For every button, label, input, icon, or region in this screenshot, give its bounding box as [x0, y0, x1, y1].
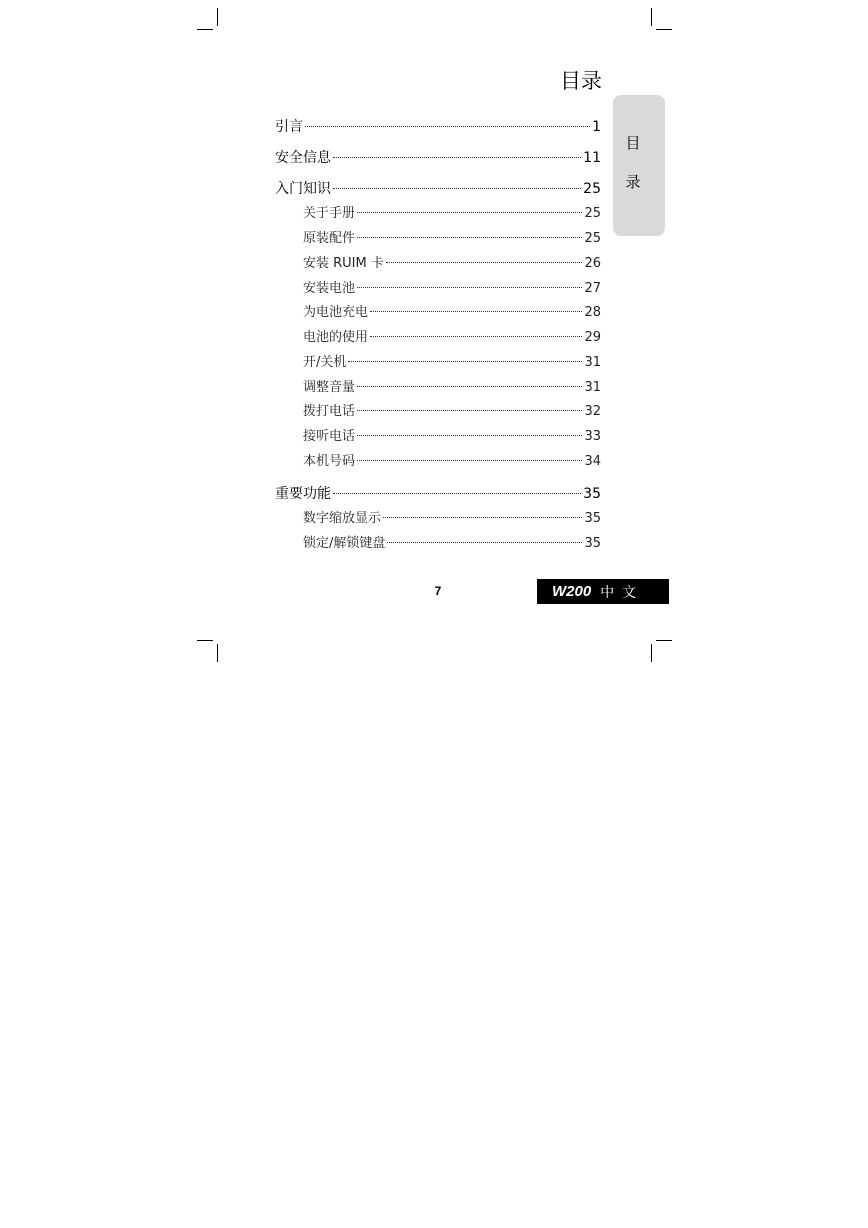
crop-mark	[197, 640, 213, 641]
toc-entry[interactable]: 重要功能 35	[275, 486, 601, 502]
page-title: 目录	[560, 69, 602, 93]
toc-entry[interactable]: 本机号码 34	[303, 454, 601, 469]
section-tab	[613, 95, 665, 236]
crop-mark	[217, 8, 218, 26]
crop-mark	[197, 29, 213, 30]
model-name: W200	[552, 583, 592, 600]
toc-entry[interactable]: 电池的使用 29	[303, 330, 601, 345]
toc-entry[interactable]: 拨打电话 32	[303, 404, 601, 419]
section-tab-char: 目	[625, 134, 641, 152]
crop-mark	[656, 29, 672, 30]
crop-mark	[651, 8, 652, 26]
toc-entry[interactable]: 数字缩放显示 35	[303, 511, 601, 526]
footer-brand-bar	[537, 579, 669, 604]
toc-entry[interactable]: 接听电话 33	[303, 429, 601, 444]
toc-entry[interactable]: 安装 RUIM 卡 26	[303, 256, 601, 271]
toc-entry[interactable]: 引言 1	[275, 119, 601, 135]
toc-entry[interactable]: 入门知识 25	[275, 181, 601, 197]
crop-mark	[217, 644, 218, 662]
toc-entry[interactable]: 开/关机 31	[303, 355, 601, 370]
crop-mark	[651, 644, 652, 662]
toc-entry[interactable]: 安装电池 27	[303, 281, 601, 296]
page-number: 7	[434, 584, 442, 598]
toc-entry[interactable]: 锁定/解锁键盘 35	[303, 536, 601, 551]
toc-entry[interactable]: 关于手册 25	[303, 206, 601, 221]
crop-mark	[656, 640, 672, 641]
language-label: 中文	[600, 584, 645, 601]
section-tab-char: 录	[625, 173, 641, 191]
toc-entry[interactable]: 为电池充电 28	[303, 305, 601, 320]
toc-entry[interactable]: 原装配件 25	[303, 231, 601, 246]
toc-entry[interactable]: 调整音量 31	[303, 380, 601, 395]
toc-entry[interactable]: 安全信息 11	[275, 150, 601, 166]
